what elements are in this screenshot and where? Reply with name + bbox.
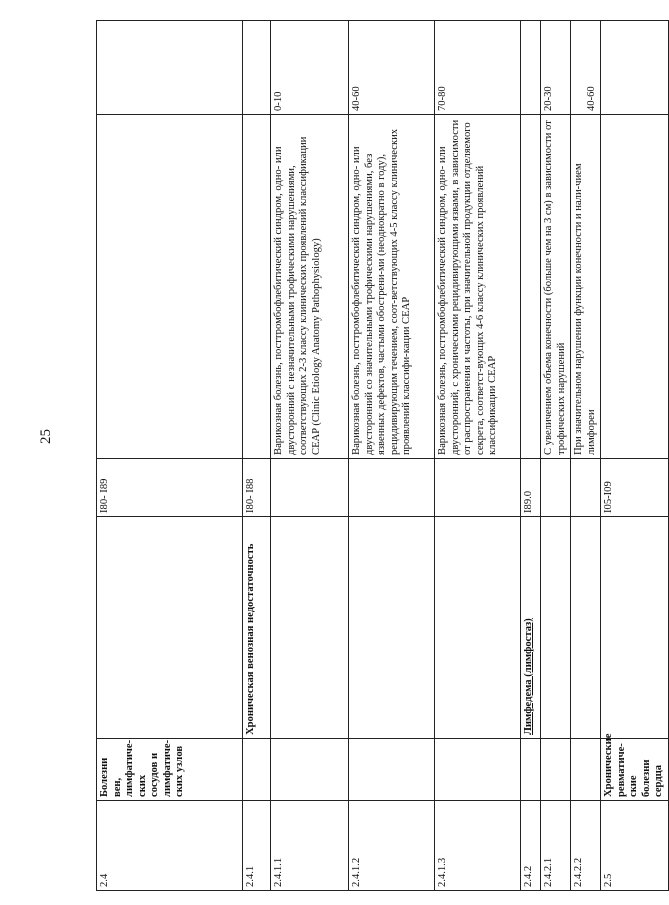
icd-cell	[349, 459, 435, 517]
description-cell: Варикозная болезнь, посттромбофлебитический синдром, одно- или двусторонний, с хроническими рецидивирующими язвами, в зависимости от распространения и частоты, при значительной продукции отделяемого секрета, соответст-вующих 4-6 классу клинических проявлений классификации CEAP	[435, 115, 521, 459]
category-cell	[271, 739, 349, 801]
category-cell	[435, 739, 521, 801]
icd-cell: I89.0	[521, 459, 541, 517]
description-cell: Варикозная болезнь, посттромбофлебитический синдром, одно- или двусторонний с незначительными трофическими нарушениями, соответствующих 2-3 классу клинических проявлений классификации CEAP (Clinic Etiology Anatomy Pathophysiology)	[271, 115, 349, 459]
category-cell: Хронические ревматиче-ские болезни сердца	[601, 739, 669, 801]
code-cell: 2.4.1.1	[271, 801, 349, 891]
score-cell	[243, 21, 271, 115]
description-cell: При значительном нарушении функции конечности и нали-чием лимфореи	[571, 115, 601, 459]
code-cell: 2.5	[601, 801, 669, 891]
category-cell	[571, 739, 601, 801]
table-row	[435, 21, 521, 891]
code-cell: 2.4.1.3	[435, 801, 521, 891]
name-cell	[271, 517, 349, 739]
code-cell: 2.4	[97, 801, 243, 891]
table-row	[243, 21, 271, 891]
name-cell: Хроническая венозная недостаточность	[243, 517, 271, 739]
name-cell	[541, 517, 571, 739]
name-cell	[97, 517, 243, 739]
name-cell	[571, 517, 601, 739]
description-cell	[601, 115, 669, 459]
page-number: 25	[38, 429, 54, 444]
category-cell	[243, 739, 271, 801]
category-cell: Болезни вен, лимфатиче-ских сосудов и лимфатиче-ских узлов	[97, 739, 243, 801]
score-cell	[97, 21, 243, 115]
disability-criteria-table	[96, 21, 664, 891]
description-cell	[97, 115, 243, 459]
score-cell: 20-30	[541, 21, 571, 115]
description-cell: Варикозная болезнь, посттромбофлебитический синдром, одно- или двусторонний со значительными трофическими нарушениями, без язвенных дефектов, частыми обострени-ми (неоднократно в году), рецидивирующим течением, соот-ветствующих 4-5 классу клинических проявлений классифи-кации CEAP	[349, 115, 435, 459]
score-cell: 70-80	[435, 21, 521, 115]
code-cell: 2.4.1	[243, 801, 271, 891]
category-cell	[541, 739, 571, 801]
code-cell: 2.4.2	[521, 801, 541, 891]
table-row	[271, 21, 349, 891]
code-cell: 2.4.1.2	[349, 801, 435, 891]
name-cell	[601, 517, 669, 739]
icd-cell: I80- I89	[97, 459, 243, 517]
score-cell: 0-10	[271, 21, 349, 115]
category-cell	[349, 739, 435, 801]
table-row	[97, 21, 243, 891]
table-row	[541, 21, 571, 891]
name-cell	[435, 517, 521, 739]
score-cell: 40-60	[571, 21, 601, 115]
description-cell: С увеличением объема конечности (больше чем на 3 см) в зависимости от трофических нарушений	[541, 115, 571, 459]
score-cell	[521, 21, 541, 115]
icd-cell: I80- I88	[243, 459, 271, 517]
table-row	[349, 21, 435, 891]
table-row	[521, 21, 541, 891]
icd-cell: I05-I09	[601, 459, 669, 517]
name-cell	[349, 517, 435, 739]
code-cell: 2.4.2.1	[541, 801, 571, 891]
score-cell: 40-60	[349, 21, 435, 115]
description-cell	[243, 115, 271, 459]
table-row	[571, 21, 601, 891]
icd-cell	[571, 459, 601, 517]
category-cell	[521, 739, 541, 801]
description-cell	[521, 115, 541, 459]
code-cell: 2.4.2.2	[571, 801, 601, 891]
icd-cell	[271, 459, 349, 517]
name-cell: Лимфедема (лимфостаз)	[521, 517, 541, 739]
icd-cell	[435, 459, 521, 517]
icd-cell	[541, 459, 571, 517]
score-cell	[601, 21, 669, 115]
table-row	[601, 21, 669, 891]
